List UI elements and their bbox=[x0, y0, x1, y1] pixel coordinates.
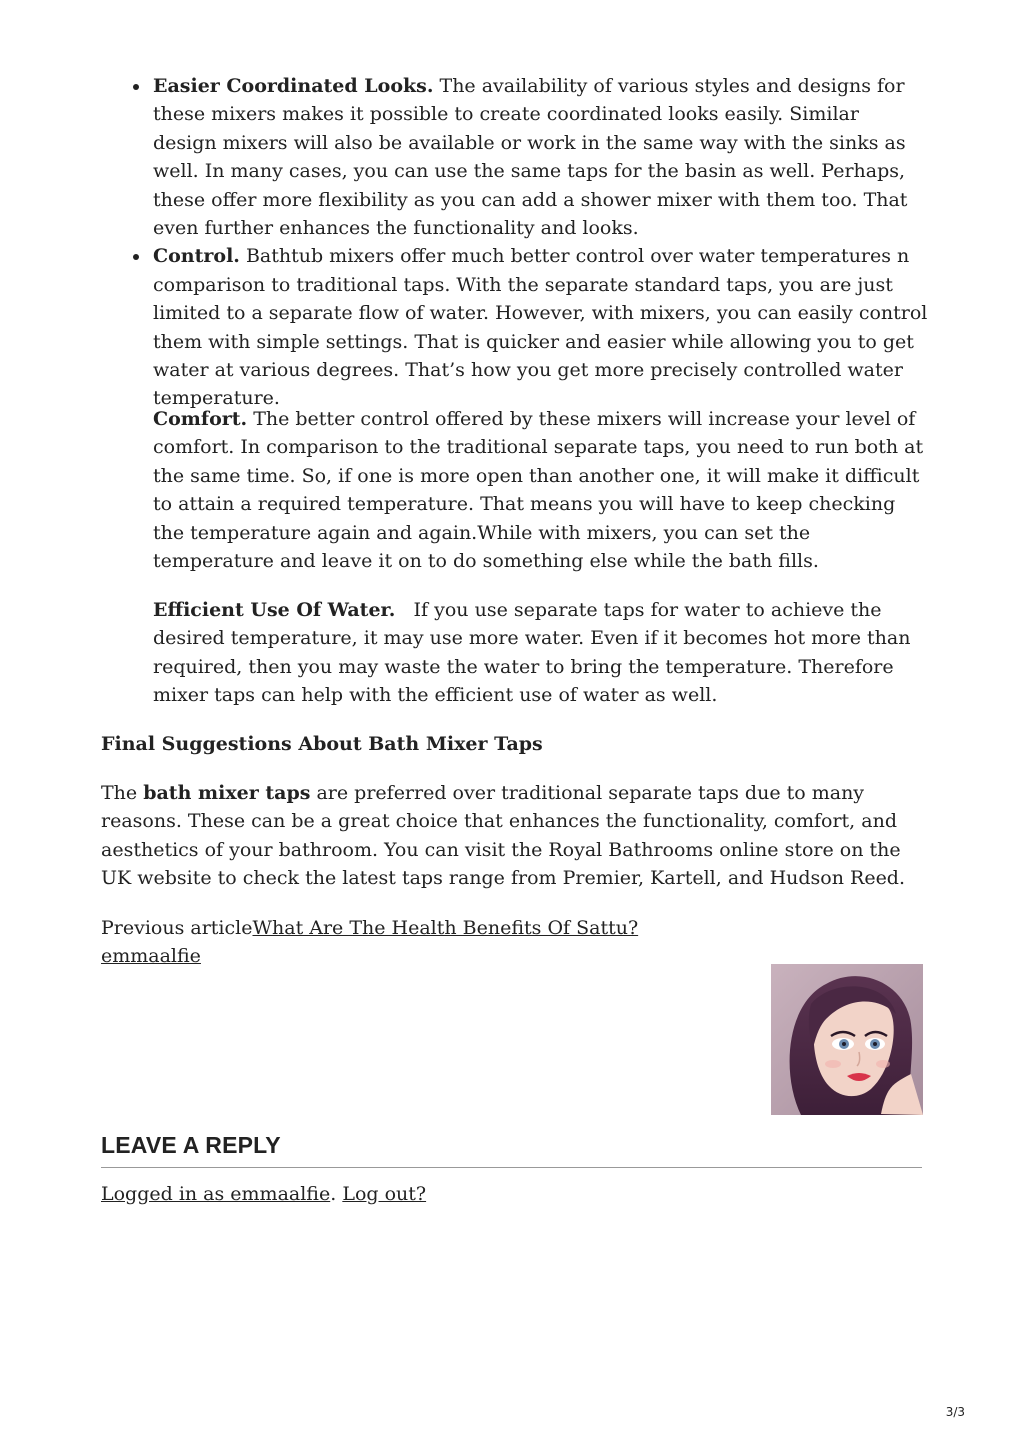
section-heading: Final Suggestions About Bath Mixer Taps bbox=[101, 733, 543, 755]
previous-article-link[interactable]: What Are The Health Benefits Of Sattu? bbox=[252, 917, 639, 939]
final-rest: are preferred over traditional separate taps due to many reasons. These can be a great choice that enhances the functionality, comfort, and aesthetics of your bathroom. You can visit the Royal Bathrooms online store on the UK website to check the latest taps range from Premier, Kartell, and Hudson Reed. bbox=[101, 782, 906, 890]
efficient-water-paragraph bbox=[153, 596, 931, 710]
feature-text: Bathtub mixers offer much better control over water temperatures n comparison to traditional taps. With the separate standard taps, you are just limited to a separate flow of water. However, with mixers, you can easily control them with simple settings. That is quicker and easier while allowing you to get water at various degrees. That’s how you get more precisely controlled water temperature. bbox=[153, 245, 928, 410]
divider bbox=[101, 1167, 922, 1168]
final-intro: The bbox=[101, 782, 144, 804]
list-item bbox=[133, 72, 928, 242]
final-paragraph bbox=[101, 779, 921, 893]
logged-in-separator: . bbox=[330, 1183, 343, 1205]
feature-list bbox=[133, 72, 928, 413]
previous-article-label: Previous article bbox=[101, 917, 253, 939]
list-item bbox=[133, 242, 928, 412]
avatar-image bbox=[771, 964, 923, 1115]
comfort-text: The better control offered by these mixers will increase your level of comfort. In comparison to the traditional separate taps, you need to run both at the same time. So, if one is more open than another one, it will make it difficult to attain a required temperature. That means you will have to keep checking the temperature again and again.While with mixers, you can set the temperature and leave it on to do something else while the bath fills. bbox=[153, 408, 924, 573]
comfort-title: Comfort. bbox=[153, 408, 248, 430]
leave-reply-heading: LEAVE A REPLY bbox=[101, 1132, 281, 1158]
previous-article bbox=[101, 914, 921, 942]
feature-title: Easier Coordinated Looks. bbox=[153, 75, 434, 97]
logged-in-line bbox=[101, 1180, 426, 1208]
feature-text: The availability of various styles and designs for these mixers makes it possible to create coordinated looks easily. Similar design mixers will also be available or work in the same way with the sinks as well. In many cases, you can use the same taps for the basin as well. Perhaps, these offer more flexibility as you can add a shower mixer with them too. That even further enhances the functionality and looks. bbox=[153, 75, 908, 240]
author-block bbox=[101, 942, 201, 970]
logout-link[interactable]: Log out? bbox=[342, 1183, 427, 1205]
comfort-paragraph bbox=[153, 405, 931, 575]
author-link[interactable]: emmaalfie bbox=[101, 945, 201, 967]
efficient-title: Efficient Use Of Water. bbox=[153, 599, 396, 621]
page-number: 3/3 bbox=[945, 1405, 965, 1419]
final-bold-phrase: bath mixer taps bbox=[143, 782, 311, 804]
efficient-text: If you use separate taps for water to achieve the desired temperature, it may use more water. Even if it becomes hot more than required, then you may waste the water to bring the temperature. Therefore mixer taps can help with the efficient use of water as well. bbox=[153, 599, 917, 707]
feature-title: Control. bbox=[153, 245, 240, 268]
logged-in-link[interactable]: Logged in as emmaalfie bbox=[101, 1183, 331, 1205]
author-avatar[interactable] bbox=[771, 964, 923, 1115]
